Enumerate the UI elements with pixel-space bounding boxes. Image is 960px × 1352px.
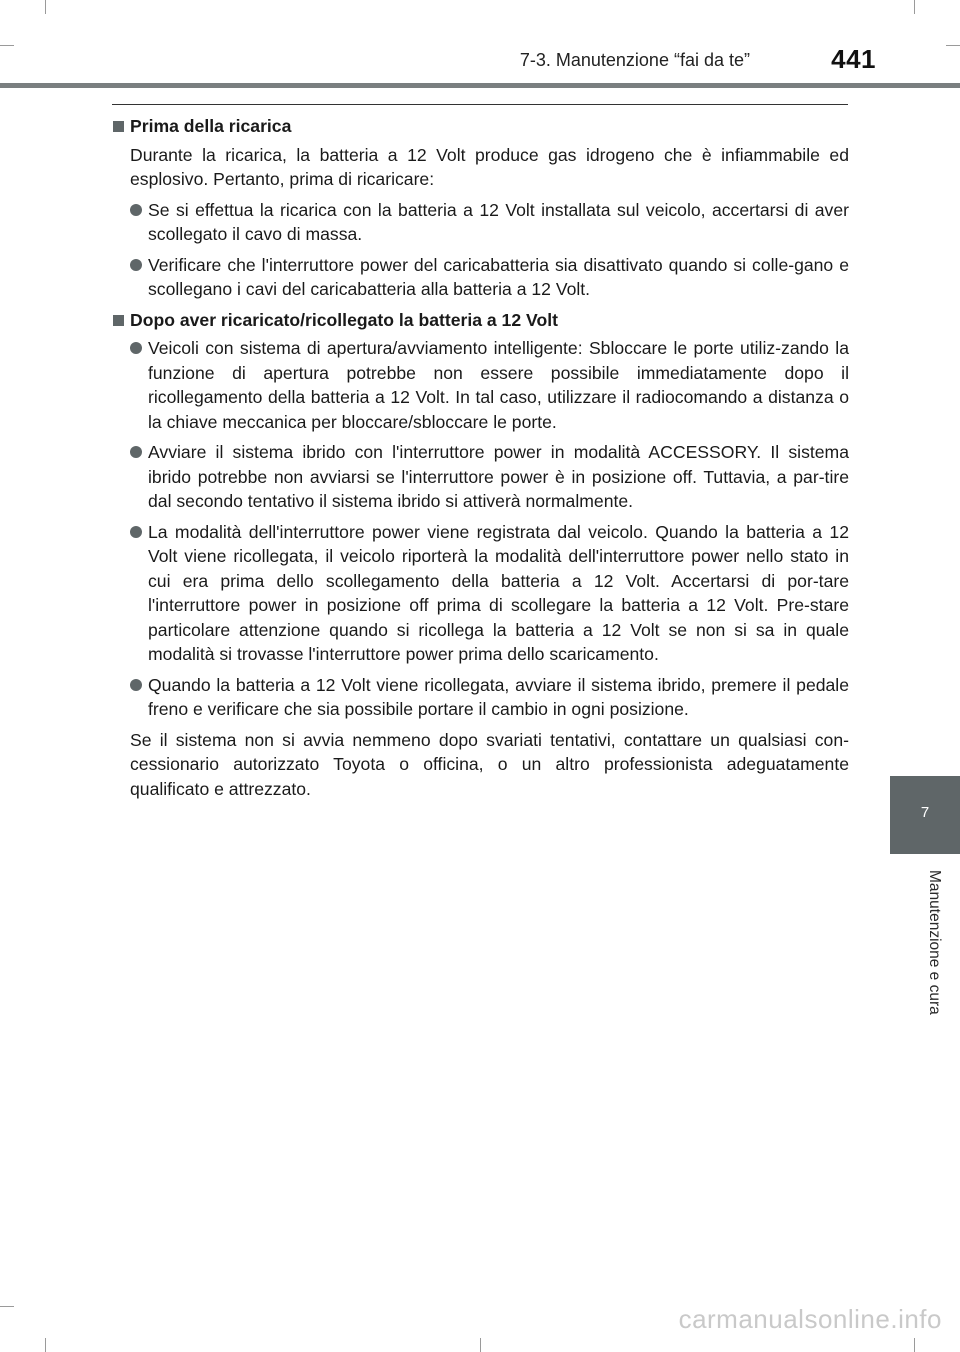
list-item-text: Avviare il sistema ibrido con l'interruttore power in modalità ACCESSORY. Il sistema ibrido potrebbe non avviarsi se l'interruttore power è in posizione off. Tuttavia, a par-tire dal secondo tentativo il sistema ibrido si attiverà normalmente. xyxy=(148,442,849,511)
list-item xyxy=(112,198,849,247)
crop-mark xyxy=(45,1338,46,1352)
chapter-tab xyxy=(890,776,960,854)
circle-bullet-icon xyxy=(130,342,142,354)
section-heading xyxy=(112,114,849,139)
page-header xyxy=(0,0,960,92)
list-item-text: Se si effettua la ricarica con la batteria a 12 Volt installata sul veicolo, accertarsi di aver scollegato il cavo di massa. xyxy=(148,199,849,244)
list-item-text: Veicoli con sistema di apertura/avviamento intelligente: Sbloccare le porte utiliz-zando la funzione di apertura potrebbe non essere possibile immediatamente dopo il ricollegamento della batteria a 12 Volt. In tal caso, utilizzare il radiocomando a distanza o la chiave meccanica per bloccare/sbloccare le porte. xyxy=(148,338,849,432)
circle-bullet-icon xyxy=(130,204,142,216)
page-content xyxy=(112,114,849,807)
closing-paragraph: Se il sistema non si avvia nemmeno dopo svariati tentativi, contattare un qualsiasi con-cessionario autorizzato Toyota o officina, o un altro professionista adeguatamente qualificato e attrezzato. xyxy=(130,729,849,799)
chapter-number: 7 xyxy=(920,804,930,821)
list-item xyxy=(112,253,849,302)
list-item xyxy=(112,336,849,434)
circle-bullet-icon xyxy=(130,259,142,271)
section-title: 7-3. Manutenzione “fai da te” xyxy=(519,50,750,70)
circle-bullet-icon xyxy=(130,679,142,691)
watermark: carmanualsonline.info xyxy=(678,1304,942,1334)
section-divider xyxy=(112,104,848,105)
list-item-text: Quando la batteria a 12 Volt viene ricollegata, avviare il sistema ibrido, premere il pedale freno e verificare che sia possibile portare il cambio in ogni posizione. xyxy=(148,674,849,719)
list-item-text: La modalità dell'interruttore power viene registrata dal veicolo. Quando la batteria a 12 Volt viene ricollegata, il veicolo riporterà la modalità dell'interruttore power nello stato in cui era prima dello scollegamento della batteria a 12 Volt. Accertarsi di por-tare l'interruttore power in posizione off prima di scollegare la batteria a 12 Volt. Pre-stare particolare attenzione quando si ricollega la batteria a 12 Volt se non si sa in quale modalità si trovasse l'interruttore power prima dello scaricamento. xyxy=(148,521,849,664)
heading-text: Dopo aver ricaricato/ricollegato la batteria a 12 Volt xyxy=(130,309,558,330)
list-item-text: Verificare che l'interruttore power del caricabatteria sia disattivato quando si colle-gano e scollegano i cavi del caricabatteria alla batteria a 12 Volt. xyxy=(148,254,849,299)
list-item xyxy=(112,673,849,722)
list-item xyxy=(112,520,849,667)
list-item xyxy=(112,440,849,514)
header-bar xyxy=(0,83,960,88)
circle-bullet-icon xyxy=(130,446,142,458)
heading-text: Prima della ricarica xyxy=(130,116,292,136)
chapter-label: Manutenzione e cura xyxy=(926,870,943,1015)
crop-mark xyxy=(480,1338,481,1352)
section-heading xyxy=(112,308,849,333)
crop-mark xyxy=(0,1306,14,1307)
page-number: 441 xyxy=(831,44,876,74)
square-bullet-icon xyxy=(113,121,124,132)
intro-paragraph: Durante la ricarica, la batteria a 12 Volt produce gas idrogeno che è infiammabile ed esplosivo. Pertanto, prima di ricaricare: xyxy=(130,144,849,189)
circle-bullet-icon xyxy=(130,526,142,538)
square-bullet-icon xyxy=(113,315,124,326)
crop-mark xyxy=(914,1338,915,1352)
